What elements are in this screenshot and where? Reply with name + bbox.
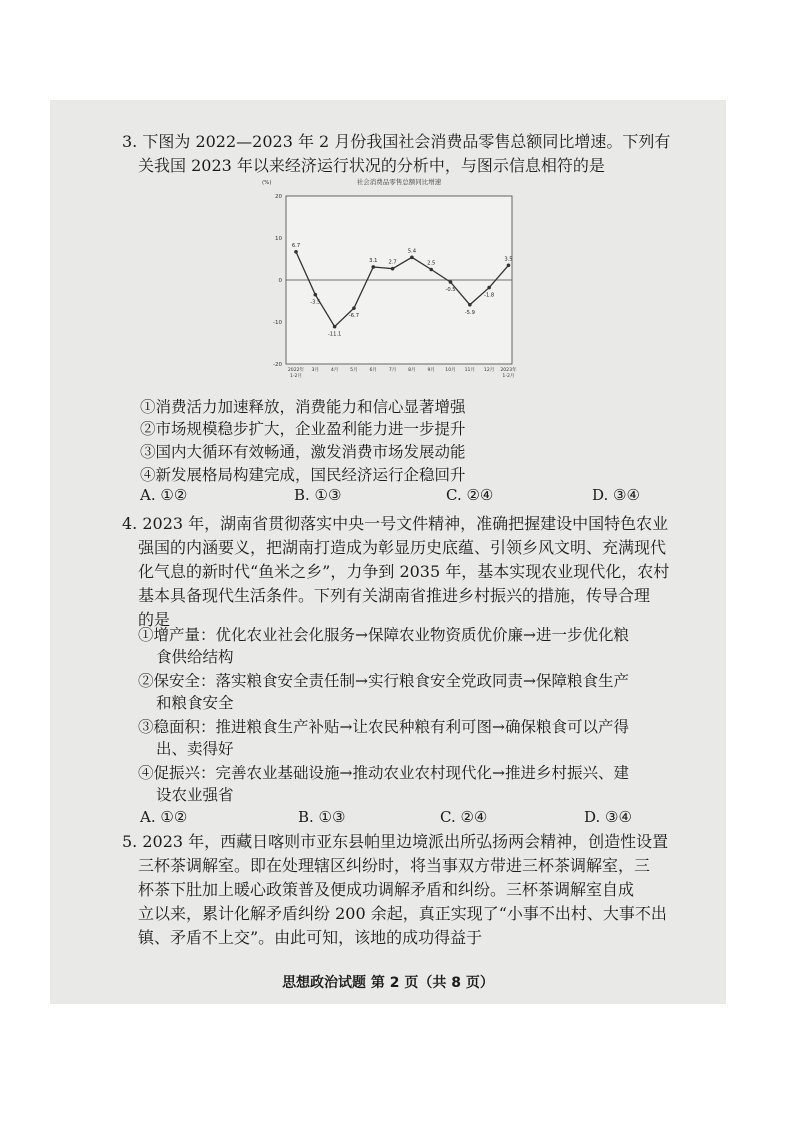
- y-tick-label: -20: [273, 362, 282, 368]
- choice-c: C. ②④: [446, 486, 494, 504]
- q4-option-line: 出、卖得好: [156, 740, 234, 758]
- chart-title: 社会消费品零售总额同比增速: [356, 178, 442, 186]
- choice-a: A. ①②: [140, 808, 188, 826]
- x-tick-label: 11月: [464, 368, 476, 373]
- data-point: [294, 250, 298, 254]
- chart-svg: [258, 174, 520, 386]
- data-point: [352, 306, 356, 310]
- data-point: [410, 256, 414, 260]
- data-label: -11.1: [327, 331, 342, 338]
- data-label: 3.5: [504, 256, 513, 263]
- x-tick-label: 6月: [369, 368, 378, 373]
- q3-option: ①消费活力加速释放，消费能力和信心显著增强: [140, 398, 466, 416]
- data-point: [468, 303, 472, 307]
- q5-stem-line: 镇、矛盾不上交”。由此可知，该地的成功得益于: [138, 928, 483, 947]
- q4-stem-line: 的是: [138, 610, 171, 629]
- x-tick-label: 2023年: [500, 368, 517, 373]
- q4-stem-line: 强国的内涵要义，把湖南打造成为彰显历史底蕴、引领乡风文明、充满现代: [138, 538, 667, 557]
- x-tick-label-sub: 1-2月: [289, 374, 303, 379]
- data-point: [333, 325, 337, 329]
- y-tick-label: -10: [273, 320, 282, 326]
- q4-option-line: ①增产量：优化农业社会化服务→保障农业物资质优价廉→进一步优化粮: [138, 626, 629, 644]
- data-label: -6.7: [348, 313, 360, 320]
- x-tick-label: 3月: [311, 368, 320, 373]
- q3-option: ④新发展格局构建完成，国民经济运行企稳回升: [140, 466, 466, 484]
- q5-stem-line: 5. 2023 年，西藏日喀则市亚东县帕里边境派出所弘扬两会精神，创造性设置: [122, 832, 669, 851]
- q5-stem-line: 杯茶下肚加上暖心政策普及便成功调解矛盾和纠纷。三杯茶调解室自成: [138, 880, 635, 899]
- retail-sales-chart: [258, 174, 520, 386]
- q4-stem-line: 基本具备现代生活条件。下列有关湖南省推进乡村振兴的措施，传导合理: [138, 586, 651, 605]
- data-point: [507, 264, 511, 268]
- x-tick-label: 9月: [427, 368, 435, 373]
- choice-b: B. ①③: [294, 486, 342, 504]
- page-footer: 思想政治试题 第 2 页（共 8 页）: [282, 975, 494, 991]
- data-label: 6.7: [291, 242, 301, 249]
- q5-stem-line: 三杯茶调解室。即在处理辖区纠纷时，将当事双方带进三杯茶调解室，三: [138, 856, 651, 875]
- q4-option-line: 设农业强省: [156, 786, 234, 804]
- choice-b: B. ①③: [298, 808, 346, 826]
- q3-stem-line: 关我国 2023 年以来经济运行状况的分析中，与图示信息相符的是: [138, 156, 605, 175]
- q4-option-line: ④促振兴：完善农业基础设施→推动农业农村现代化→推进乡村振兴、建: [138, 764, 629, 782]
- x-tick-label: 10月: [445, 368, 456, 373]
- data-point: [371, 265, 375, 269]
- x-tick-label: 4月: [330, 368, 339, 373]
- q3-choices: [140, 486, 700, 508]
- q3-option: ③国内大循环有效畅通，激发消费市场发展动能: [140, 443, 466, 461]
- y-tick-label: 0: [278, 278, 282, 284]
- q4-option: [138, 670, 629, 714]
- data-point: [314, 293, 318, 297]
- x-tick-label-sub: 1-2月: [502, 374, 515, 379]
- q4-option-line: 食供给结构: [156, 648, 234, 666]
- choice-d: D. ③④: [584, 808, 632, 826]
- data-label: 2.5: [427, 260, 436, 267]
- exam-page: [50, 100, 726, 1004]
- data-label: 5.4: [407, 248, 417, 255]
- q4-option-line: 和粮食安全: [156, 694, 234, 712]
- data-label: 3.1: [369, 257, 378, 264]
- q5-stem: [122, 830, 668, 950]
- choice-d: D. ③④: [592, 486, 640, 504]
- x-tick-label: 8月: [408, 368, 416, 373]
- y-axis-unit: (%): [262, 180, 272, 186]
- data-label: -0.5: [445, 287, 456, 294]
- data-label: -3.5: [310, 299, 321, 306]
- q4-option-line: ③稳面积：推进粮食生产补贴→让农民种粮有利可图→确保粮食可以产得: [138, 718, 629, 736]
- q4-stem-line: 化气息的新时代“鱼米之乡”，力争到 2035 年，基本实现农业现代化，农村: [138, 562, 670, 581]
- q4-stem: [122, 512, 669, 632]
- data-point: [487, 286, 491, 290]
- data-point: [391, 267, 395, 271]
- x-tick-label: 7月: [388, 368, 397, 373]
- x-tick-label: 5月: [350, 368, 358, 373]
- x-tick-label: 12月: [483, 368, 495, 373]
- choice-a: A. ①②: [140, 486, 188, 504]
- y-tick-label: 20: [275, 194, 282, 200]
- data-label: -5.9: [464, 309, 475, 316]
- q4-stem-line: 4. 2023 年，湖南省贯彻落实中央一号文件精神，准确把握建设中国特色农业: [122, 514, 669, 533]
- q4-option-line: ②保安全：落实粮食安全责任制→实行粮食安全党政同责→保障粮食生产: [138, 672, 629, 690]
- y-tick-label: 10: [275, 236, 282, 242]
- data-label: -1.8: [484, 292, 495, 299]
- q5-stem-line: 立以来，累计化解矛盾纠纷 200 余起，真正实现了“小事不出村、大事不出: [138, 904, 667, 923]
- q4-option: [138, 762, 629, 806]
- q4-option: [138, 624, 629, 668]
- q3-stem-line: 3. 下图为 2022—2023 年 2 月份我国社会消费品零售总额同比增速。下列有: [122, 132, 671, 151]
- q4-choices: [140, 808, 700, 830]
- q3-stem: [122, 130, 670, 178]
- q4-option: [138, 716, 629, 760]
- choice-c: C. ②④: [440, 808, 488, 826]
- data-point: [449, 280, 453, 284]
- x-tick-label: 2022年: [287, 368, 305, 373]
- q3-option: ②市场规模稳步扩大，企业盈利能力进一步提升: [140, 420, 466, 438]
- data-label: 2.7: [388, 259, 397, 266]
- data-point: [429, 268, 433, 272]
